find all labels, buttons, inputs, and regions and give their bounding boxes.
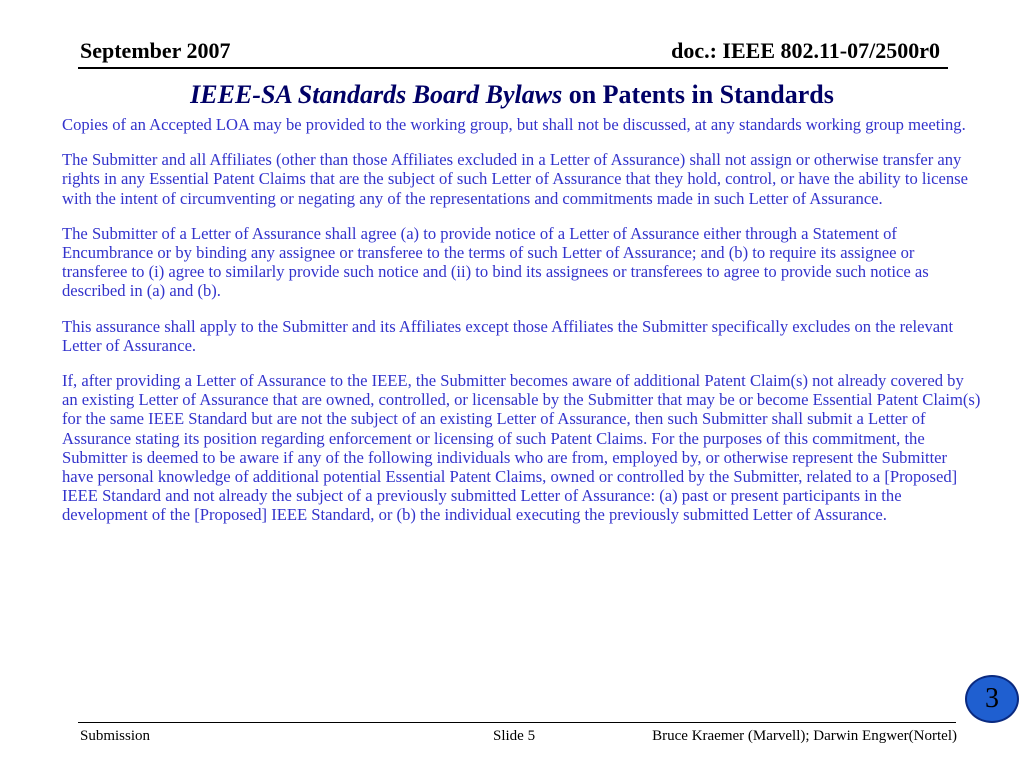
slide-number-badge: 3	[965, 675, 1019, 723]
slide-title	[0, 80, 1024, 110]
slide-title-italic: IEEE-SA Standards Board Bylaws	[190, 80, 563, 109]
slide-title-regular: on Patents in Standards	[562, 80, 834, 109]
body-paragraph: The Submitter and all Affiliates (other than those Affiliates excluded in a Letter of Assurance) shall not assign or otherwise transfer any rights in any Essential Patent Claims that are the subject of such Letter of Assurance that they hold, control, or have the ability to license with the intent of circumventing or negating any of the representations and commitments made in such Letter of Assurance.	[62, 150, 968, 208]
header-divider	[78, 67, 948, 69]
body-paragraph: If, after providing a Letter of Assurance to the IEEE, the Submitter becomes aware of additional Patent Claim(s) not already covered by an existing Letter of Assurance that are owned, controlled, or licensable by the Submitter that may be or become Essential Patent Claim(s) for the same IEEE Standard but are not the subject of an existing Letter of Assurance, then such Submitter shall submit a Letter of Assurance stating its position regarding enforcement or licensing of such Patent Claims. For the purposes of this commitment, the Submitter is deemed to be aware if any of the following individuals who are from, employed by, or otherwise represent the Submitter have personal knowledge of additional potential Essential Patent Claims, owned or controlled by the Submitter, related to a [Proposed] IEEE Standard and not already the subject of a previously submitted Letter of Assurance: (a) past or present participants in the development of the [Proposed] IEEE Standard, or (b) the individual executing the previously submitted Letter of Assurance.	[62, 371, 981, 525]
body-paragraph: This assurance shall apply to the Submitter and its Affiliates except those Affiliates the Submitter specifically excludes on the relevant Letter of Assurance.	[62, 316, 954, 355]
footer-authors: Bruce Kraemer (Marvell); Darwin Engwer(Nortel)	[652, 728, 957, 744]
footer-submission: Submission	[80, 728, 151, 744]
body-paragraph: Copies of an Accepted LOA may be provided to the working group, but shall not be discussed, at any standards working group meeting.	[62, 115, 966, 134]
body-paragraph: The Submitter of a Letter of Assurance shall agree (a) to provide notice of a Letter of Assurance either through a Statement of Encumbrance or by binding any assignee or transferee to the terms of such Letter of Assurance; and (b) to require its assignee or transferee to (i) agree to similarly provide such notice and (ii) to bind its assignees or transferees to agree to provide such notice as described in (a) and (b).	[62, 223, 929, 301]
footer-divider	[78, 722, 956, 723]
footer-slide-number: Slide 5	[493, 728, 536, 744]
header-date: September 2007	[80, 38, 231, 63]
slide-body	[62, 115, 982, 541]
header-doc-id: doc.: IEEE 802.11-07/2500r0	[671, 38, 940, 63]
